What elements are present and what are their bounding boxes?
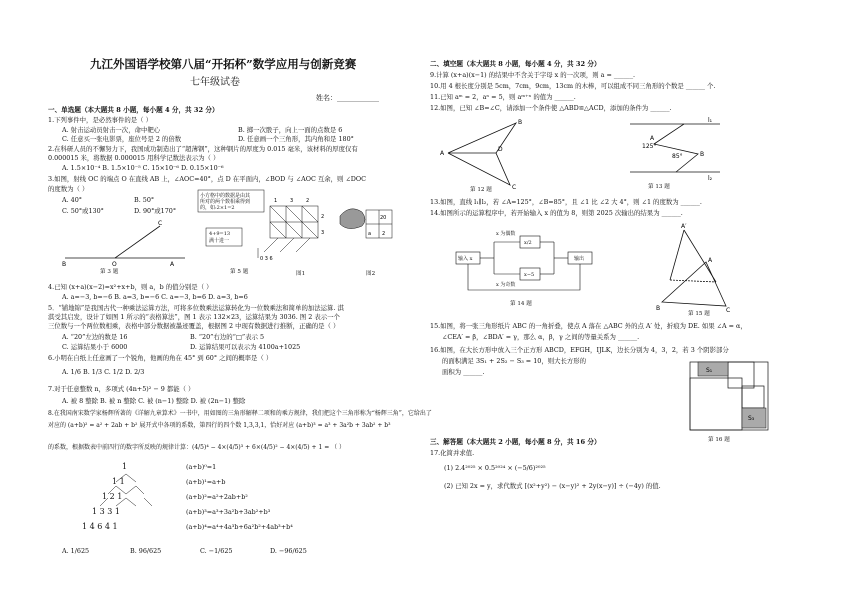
flow-input-box: 输入 x xyxy=(458,256,473,262)
pascal-row-0: 1 xyxy=(122,462,128,471)
q1-option-d: D. 任意画一个三角形，其内角和是 180° xyxy=(238,135,354,143)
question-5: 5．“铺地锦”是我国古代一种乘法运算方法，可将多位数乘法运算转化为一位数乘法和简单的加法运算. 淇 xyxy=(48,304,344,312)
question-1: 1.下列事件中，是必然事件的是（ ） xyxy=(48,116,152,124)
question-16-cont-1: 的面积满足 3S₁ + 2S₂ − S₃ = 10，则大长方形的 xyxy=(442,357,587,365)
question-17: 17.化简并求值. xyxy=(430,449,475,457)
figure-16-caption: 第 16 题 xyxy=(708,437,730,443)
question-3: 3.如图，射线 OC 的端点 O 在直线 AB 上，∠AOC=40°，点 D 在平面内，∠BOD 与 ∠AOC 互余，则 ∠DOC xyxy=(48,175,367,183)
svg-text:a: a xyxy=(368,231,372,237)
question-3-cont: 的度数为（ ） xyxy=(48,185,89,193)
q1-option-c: C. 任意买一张电影票，座位号是 2 的倍数 xyxy=(62,135,182,143)
binomial-expansion-4: (a+b)⁴=a⁴+4a³b+6a²b²+4ab³+b⁴ xyxy=(186,523,293,531)
binomial-expansion-1: (a+b)¹=a+b xyxy=(186,478,226,486)
figure-5-caption: 第 5 题 xyxy=(230,269,249,275)
question-2: 2.在科研人员的不懈努力下，我国成功制造出了“超薄钢”，这种钢片的厚度为 0.015 毫米，该材料的厚度仅有 xyxy=(48,145,358,153)
figure-3-diagram xyxy=(60,218,190,268)
flow-even-branch: x 为偶数 xyxy=(496,231,516,237)
svg-text:B: B xyxy=(518,119,523,126)
pascal-row-3: 1 3 3 1 xyxy=(92,507,120,516)
section-3-heading: 三、解答题（本大题共 2 小题，每小题 8 分，共 16 分） xyxy=(430,438,601,446)
svg-text:C: C xyxy=(158,220,163,227)
svg-text:C: C xyxy=(512,184,517,191)
question-16-cont-2: 面积为 ______. xyxy=(442,368,485,376)
svg-text:2: 2 xyxy=(321,214,325,220)
svg-text:l₁: l₁ xyxy=(708,117,713,124)
exam-subtitle: 七年级试卷 xyxy=(190,77,240,88)
q3-option-c: C. 50°或130° xyxy=(62,207,104,215)
svg-text:3: 3 xyxy=(290,198,294,204)
svg-text:l₂: l₂ xyxy=(708,175,713,182)
question-17-part-2: (2) 已知 2x = y，求代数式 [(x²+y²) − (x−y)² + 2y(x−y)] ÷ (−4y) 的值. xyxy=(444,482,661,490)
figure-5-label-2: 图2 xyxy=(366,271,376,277)
q5-option-a: A. “20”左边的数是 16 xyxy=(62,333,128,341)
figure-13-diagram xyxy=(624,118,724,180)
question-8-cont-1: 对应的 (a+b)² = a² + 2ab + b² 展开式中各项的系数，第四行的四个数 1,3,3,1，恰好对应 (a+b)³ = a³ + 3a²b + 3ab² + b³ xyxy=(48,422,391,429)
svg-text:1: 1 xyxy=(274,198,278,204)
svg-text:2: 2 xyxy=(306,198,310,204)
question-2-cont: 0.000015 米，将数据 0.000015 用科学记数法表示为（ ） xyxy=(48,154,220,162)
figure-3-caption: 第 3 题 xyxy=(100,269,119,275)
q1-option-a: A. 射击运动员射击一次，命中靶心 xyxy=(62,126,161,134)
figure-5-note-1: 小方格中的数据是由其 xyxy=(200,193,251,199)
question-10: 10.用 4 根长度分别是 5cm，7cm，9cm，13cm 的木棒，可以组成不同三角形的个数是 ______ 个. xyxy=(430,82,716,90)
svg-text:B: B xyxy=(700,151,705,158)
figure-16-diagram xyxy=(684,356,774,434)
svg-text:B: B xyxy=(656,305,661,312)
question-6: 6.小明在自纸上任意画了一个锐角，他画的角在 45° 到 60° 之间的概率是（ ） xyxy=(48,354,273,362)
svg-text:S₃: S₃ xyxy=(748,415,755,422)
pascal-row-1: 1 1 xyxy=(112,477,125,486)
question-13: 13.如图，直线 l₁∥l₂，若 ∠A=125°，∠B=85°，且 ∠1 比 ∠2 大 4°，则 ∠1 的度数为 ______. xyxy=(430,198,702,206)
svg-text:0 3 6: 0 3 6 xyxy=(260,256,273,262)
svg-text:2: 2 xyxy=(382,231,386,237)
q4-options: A. a=−3, b=−6 B. a=3, b=−6 C. a=−3, b=6 D. a=3, b=6 xyxy=(62,293,248,301)
binomial-expansion-2: (a+b)²=a²+2ab+b² xyxy=(186,493,248,501)
q8-option-b: B. 96/625 xyxy=(130,547,162,555)
svg-text:O: O xyxy=(112,261,117,268)
figure-15-diagram xyxy=(656,222,736,314)
figure-5-note-5: 满十进一 xyxy=(209,238,230,244)
figure-15-caption: 第 15 题 xyxy=(688,311,710,317)
question-15: 15.如图，将一张三角形纸片 ABC 的一角折叠，使点 A 落在 △ABC 外的点 A′ 处，折痕为 DE. 如果 ∠A = α， xyxy=(430,322,747,330)
question-12: 12.如图，已知 ∠B=∠C，请添加一个条件使 △ABD≌△ACD，添加的条件为 ______. xyxy=(430,104,672,112)
q5-option-d: D. 运算结果可以表示为 4100a+1025 xyxy=(190,343,301,351)
question-5-cont-1: 淇受其启发，设计了如图 1 所示的“表格算法”，图 1 表示 132×23，运算结果为 3036. 图 2 表示一个 xyxy=(48,313,340,321)
figure-5-label-1: 图1 xyxy=(296,271,306,277)
flow-half-op: x/2 xyxy=(524,240,532,246)
svg-text:S₁: S₁ xyxy=(706,367,713,374)
flow-minus-op: x−5 xyxy=(524,272,535,278)
question-11: 11.已知 aᵐ = 2，aⁿ = 5，则 aᵐ⁺ⁿ 的值为 ______. xyxy=(430,93,576,101)
flow-odd-branch: x 为奇数 xyxy=(496,282,516,288)
svg-text:A: A xyxy=(170,261,175,268)
question-7: 7.对于任意整数 n，多项式 (4n+5)² − 9 都能（ ） xyxy=(48,385,195,393)
figure-5-note-4: 4+9=13 xyxy=(209,231,231,237)
svg-text:125°: 125° xyxy=(642,143,657,150)
pascal-row-4: 1 4 6 4 1 xyxy=(82,522,118,531)
q7-options: A. 被 8 整除 B. 被 n 整除 C. 被 (n−1) 整除 D. 被 (2n−1) 整除 xyxy=(62,397,246,405)
figure-5-note-3: 的，如:2×1=2 xyxy=(200,205,235,211)
figure-14-caption: 第 14 题 xyxy=(510,301,532,307)
section-1-heading: 一、单选题（本大题共 8 小题，每小题 4 分，共 32 分） xyxy=(48,106,219,114)
q5-option-b: B. “20”右边的“□”表示 5 xyxy=(190,333,265,341)
question-8: 8.在我国南宋数学家杨辉所著的《详解九章算术》一书中，用如图的三角形解释二项和的乘方规律，我们把这个三角形称为“杨辉三角”，它给出了 xyxy=(48,410,432,417)
binomial-expansion-3: (a+b)³=a³+3a²b+3ab²+b³ xyxy=(186,508,271,516)
q2-options: A. 1.5×10⁻⁴ B. 1.5×10⁻⁵ C. 15×10⁻⁶ D. 0.15×10⁻⁶ xyxy=(62,164,224,172)
binomial-expansion-0: (a+b)⁰=1 xyxy=(186,463,217,471)
question-8-cont-2: 的系数，根据数表中前四行的数字所反映的规律计算：(4/5)⁴ − 4×(4/5)³ + 6×(4/5)² − 4×(4/5) + 1 = （ ） xyxy=(48,444,346,451)
svg-text:3: 3 xyxy=(321,230,325,236)
name-field-label: 姓名：____________ xyxy=(316,94,379,102)
question-9: 9.计算 (x+a)(x−1) 的结果中不含关于字母 x 的一次项，则 a = ______. xyxy=(430,71,636,79)
q3-option-b: B. 50° xyxy=(134,196,155,204)
q8-option-c: C. −1/625 xyxy=(200,547,233,555)
flow-output-box: 输出 xyxy=(574,256,585,262)
svg-text:A: A xyxy=(440,150,445,157)
svg-text:20: 20 xyxy=(380,215,387,221)
figure-12-caption: 第 12 题 xyxy=(470,187,492,193)
question-17-part-1: (1) 2.4²⁰²⁵ × 0.5²⁰²⁴ × (−5/6)²⁰²⁵ xyxy=(444,464,546,472)
svg-text:D: D xyxy=(498,146,503,153)
q3-option-a: A. 40° xyxy=(62,196,83,204)
q8-option-d: D. −96/625 xyxy=(270,547,307,555)
section-2-heading: 二、填空题（本大题共 8 小题，每小题 4 分，共 32 分） xyxy=(430,60,601,68)
q6-options: A. 1/6 B. 1/3 C. 1/2 D. 2/3 xyxy=(62,368,145,376)
svg-text:A: A xyxy=(708,257,713,264)
q3-option-d: D. 90°或170° xyxy=(134,207,177,215)
pascal-triangle-lines xyxy=(86,468,166,528)
question-5-cont-2: 三位数与一个两位数相乘，表格中部分数据被墨迹覆盖，根据图 2 中现有数据进行推断，正确的是（ ） xyxy=(48,322,340,330)
exam-title: 九江外国语学校第八届“开拓杯”数学应用与创新竞赛 xyxy=(90,57,357,71)
svg-text:A′: A′ xyxy=(681,223,687,230)
question-4: 4.已知 (x+a)(x−2)=x²+x+b，则 a，b 的值分别是（ ） xyxy=(48,283,213,291)
question-14: 14.如图所示的运算程序中，若开始输入 x 的值为 8，则第 2025 次输出的结果为 ______. xyxy=(430,209,683,217)
pascal-row-2: 1 2 1 xyxy=(102,492,123,501)
question-16: 16.如图，在大长方形中放入三个正方形 ABCD，EFGH，IJLK，边长分别为 4，3，2，若 3 个阴影部分 xyxy=(430,346,729,354)
svg-text:85°: 85° xyxy=(672,153,683,160)
q1-option-b: B. 掷一次骰子，向上一面的点数是 6 xyxy=(238,126,343,134)
figure-5-note-2: 所对的两个数相乘得到 xyxy=(200,199,251,205)
svg-text:B: B xyxy=(62,261,67,268)
svg-text:A: A xyxy=(650,135,655,142)
q5-option-c: C. 运算结果小于 6000 xyxy=(62,343,128,351)
svg-text:C: C xyxy=(726,307,731,314)
figure-13-caption: 第 13 题 xyxy=(648,184,670,190)
question-15-cont: ∠CEA′ = β，∠BDA′ = γ，那么 α，β，γ 之间的等量关系为 ______. xyxy=(442,333,640,341)
q8-option-a: A. 1/625 xyxy=(62,547,90,555)
